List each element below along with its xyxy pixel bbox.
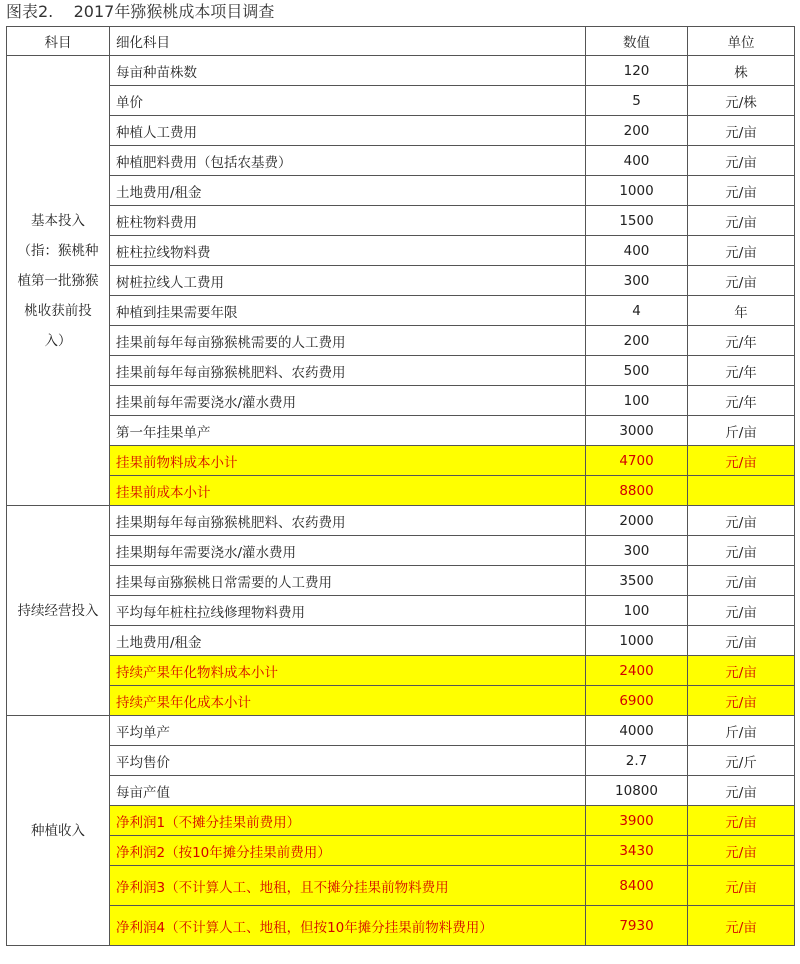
table-row	[7, 476, 795, 506]
item-cell: 挂果前每年每亩猕猴桃肥料、农药费用	[110, 356, 586, 386]
table-row	[7, 236, 795, 266]
value-cell: 2400	[586, 656, 688, 686]
item-cell: 持续产果年化成本小计	[110, 686, 586, 716]
item-cell: 挂果期每年需要浇水/灌水费用	[110, 536, 586, 566]
section-title: 持续经营投入	[7, 506, 110, 716]
unit-cell: 元/亩	[688, 536, 795, 566]
value-cell: 1000	[586, 176, 688, 206]
value-cell: 6900	[586, 686, 688, 716]
item-cell: 挂果前成本小计	[110, 476, 586, 506]
item-cell: 桩柱拉线物料费	[110, 236, 586, 266]
unit-cell: 斤/亩	[688, 716, 795, 746]
section-title: 种植收入	[7, 716, 110, 946]
unit-cell: 元/亩	[688, 266, 795, 296]
unit-cell: 元/亩	[688, 656, 795, 686]
value-cell: 1000	[586, 626, 688, 656]
value-cell: 120	[586, 56, 688, 86]
table-row	[7, 836, 795, 866]
item-cell: 平均单产	[110, 716, 586, 746]
unit-cell: 元/亩	[688, 146, 795, 176]
item-cell: 持续产果年化物料成本小计	[110, 656, 586, 686]
table-row	[7, 296, 795, 326]
unit-cell: 年	[688, 296, 795, 326]
table-row	[7, 566, 795, 596]
value-cell: 10800	[586, 776, 688, 806]
table-row	[7, 326, 795, 356]
table-row	[7, 906, 795, 946]
table-row	[7, 626, 795, 656]
unit-cell: 元/亩	[688, 116, 795, 146]
unit-cell: 株	[688, 56, 795, 86]
value-cell: 2000	[586, 506, 688, 536]
unit-cell: 元/亩	[688, 836, 795, 866]
item-cell: 每亩种苗株数	[110, 56, 586, 86]
value-cell: 3430	[586, 836, 688, 866]
item-cell: 种植肥料费用（包括农基费）	[110, 146, 586, 176]
header-item: 细化科目	[110, 27, 586, 56]
section-title: 基本投入（指：猴桃种植第一批猕猴桃收获前投入）	[7, 56, 110, 506]
value-cell: 5	[586, 86, 688, 116]
value-cell: 100	[586, 596, 688, 626]
value-cell: 4	[586, 296, 688, 326]
value-cell: 8400	[586, 866, 688, 906]
unit-cell	[688, 476, 795, 506]
value-cell: 8800	[586, 476, 688, 506]
value-cell: 7930	[586, 906, 688, 946]
item-cell: 挂果期每年每亩猕猴桃肥料、农药费用	[110, 506, 586, 536]
unit-cell: 元/亩	[688, 806, 795, 836]
unit-cell: 元/亩	[688, 506, 795, 536]
table-row	[7, 656, 795, 686]
unit-cell: 元/亩	[688, 566, 795, 596]
table-row	[7, 716, 795, 746]
value-cell: 3000	[586, 416, 688, 446]
item-cell: 净利润2（按10年摊分挂果前费用）	[110, 836, 586, 866]
value-cell: 3500	[586, 566, 688, 596]
value-cell: 100	[586, 386, 688, 416]
item-cell: 平均售价	[110, 746, 586, 776]
table-row	[7, 266, 795, 296]
unit-cell: 元/亩	[688, 446, 795, 476]
header-category: 科目	[7, 27, 110, 56]
unit-cell: 元/亩	[688, 776, 795, 806]
unit-cell: 元/亩	[688, 906, 795, 946]
unit-cell: 元/年	[688, 386, 795, 416]
unit-cell: 元/年	[688, 356, 795, 386]
table-row	[7, 86, 795, 116]
table-row	[7, 776, 795, 806]
table-caption: 图表2. 2017年猕猴桃成本项目调查	[6, 2, 275, 21]
table-row	[7, 386, 795, 416]
value-cell: 400	[586, 146, 688, 176]
table-row	[7, 416, 795, 446]
unit-cell: 元/亩	[688, 686, 795, 716]
unit-cell: 元/亩	[688, 626, 795, 656]
table-row	[7, 866, 795, 906]
table-row	[7, 116, 795, 146]
value-cell: 300	[586, 536, 688, 566]
value-cell: 400	[586, 236, 688, 266]
cost-survey-table	[6, 26, 795, 946]
unit-cell: 元/亩	[688, 206, 795, 236]
value-cell: 2.7	[586, 746, 688, 776]
value-cell: 4000	[586, 716, 688, 746]
value-cell: 300	[586, 266, 688, 296]
header-value: 数值	[586, 27, 688, 56]
unit-cell: 元/年	[688, 326, 795, 356]
table-row	[7, 506, 795, 536]
value-cell: 3900	[586, 806, 688, 836]
item-cell: 第一年挂果单产	[110, 416, 586, 446]
item-cell: 树桩拉线人工费用	[110, 266, 586, 296]
table-row	[7, 356, 795, 386]
header-unit: 单位	[688, 27, 795, 56]
item-cell: 净利润3（不计算人工、地租，且不摊分挂果前物料费用	[110, 866, 586, 906]
unit-cell: 元/株	[688, 86, 795, 116]
header-row	[7, 27, 795, 56]
item-cell: 挂果前每年每亩猕猴桃需要的人工费用	[110, 326, 586, 356]
table-row	[7, 806, 795, 836]
value-cell: 200	[586, 326, 688, 356]
value-cell: 200	[586, 116, 688, 146]
unit-cell: 斤/亩	[688, 416, 795, 446]
unit-cell: 元/亩	[688, 236, 795, 266]
item-cell: 桩柱物料费用	[110, 206, 586, 236]
table-row	[7, 596, 795, 626]
table-row	[7, 56, 795, 86]
value-cell: 500	[586, 356, 688, 386]
unit-cell: 元/亩	[688, 176, 795, 206]
unit-cell: 元/亩	[688, 866, 795, 906]
value-cell: 4700	[586, 446, 688, 476]
item-cell: 平均每年桩柱拉线修理物料费用	[110, 596, 586, 626]
table-row	[7, 146, 795, 176]
table-row	[7, 746, 795, 776]
item-cell: 单价	[110, 86, 586, 116]
table-row	[7, 686, 795, 716]
table-body	[7, 56, 795, 946]
item-cell: 净利润1（不摊分挂果前费用）	[110, 806, 586, 836]
item-cell: 土地费用/租金	[110, 626, 586, 656]
item-cell: 挂果前物料成本小计	[110, 446, 586, 476]
unit-cell: 元/斤	[688, 746, 795, 776]
table-row	[7, 446, 795, 476]
item-cell: 挂果前每年需要浇水/灌水费用	[110, 386, 586, 416]
item-cell: 每亩产值	[110, 776, 586, 806]
table-row	[7, 206, 795, 236]
item-cell: 种植到挂果需要年限	[110, 296, 586, 326]
table-row	[7, 176, 795, 206]
item-cell: 土地费用/租金	[110, 176, 586, 206]
item-cell: 种植人工费用	[110, 116, 586, 146]
unit-cell: 元/亩	[688, 596, 795, 626]
item-cell: 净利润4（不计算人工、地租，但按10年摊分挂果前物料费用）	[110, 906, 586, 946]
item-cell: 挂果每亩猕猴桃日常需要的人工费用	[110, 566, 586, 596]
table-row	[7, 536, 795, 566]
value-cell: 1500	[586, 206, 688, 236]
